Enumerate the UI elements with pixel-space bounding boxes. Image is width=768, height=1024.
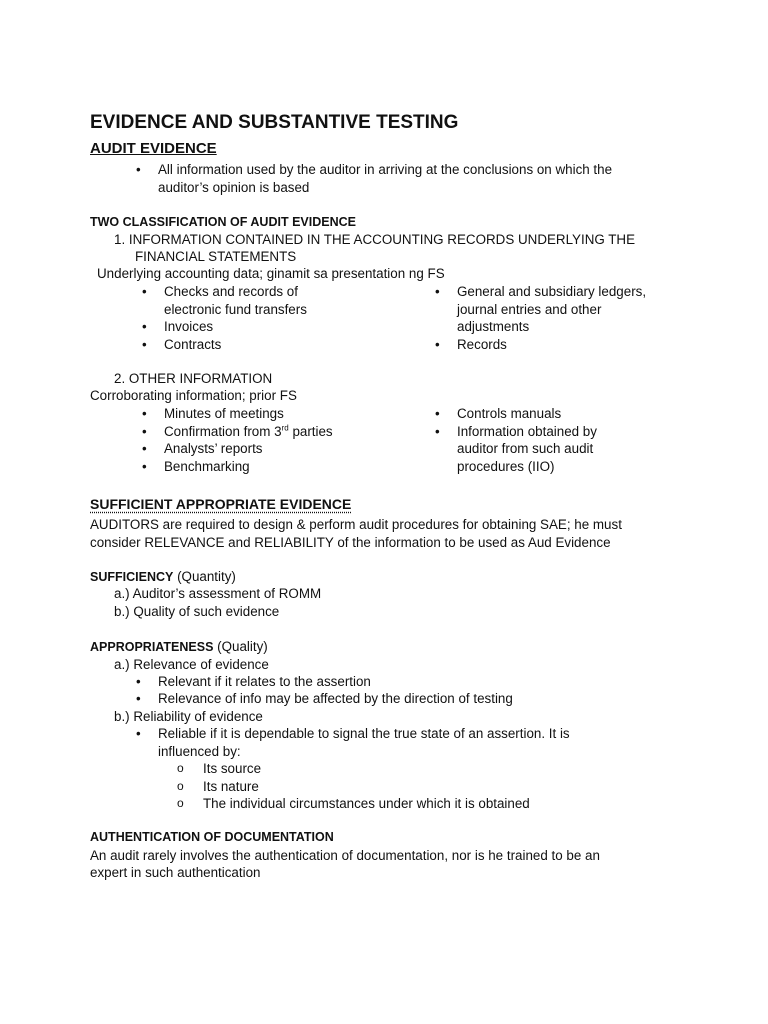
appropriateness-heading	[90, 638, 268, 656]
list-item-continuation: electronic fund transfers	[164, 302, 307, 317]
list-item: • Relevance of info may be affected by the direction of testing	[158, 690, 513, 707]
authentication-line1: An audit rarely involves the authentication of documentation, nor is he trained to be an	[90, 848, 600, 863]
audit-evidence-heading: AUDIT EVIDENCE	[90, 140, 217, 157]
list-item-continuation: journal entries and other	[457, 302, 602, 317]
list-item: • Analysts’ reports	[164, 440, 262, 457]
list-item-text: parties	[288, 424, 333, 439]
superscript: rd	[281, 423, 289, 433]
sufficiency-paren: (Quantity)	[173, 569, 236, 584]
list-item: • Invoices	[164, 318, 213, 335]
list-item: • Benchmarking	[164, 458, 250, 475]
list-item: • Contracts	[164, 336, 221, 353]
list-item: • Minutes of meetings	[164, 405, 284, 422]
list-item-text: Confirmation from 3	[164, 424, 282, 439]
list-item-continuation: adjustments	[457, 319, 530, 334]
audit-evidence-definition-line1: • All information used by the auditor in arriving at the conclusions on which the	[158, 161, 612, 178]
list-item-continuation: influenced by:	[158, 744, 241, 759]
list-item: • Relevant if it relates to the assertion	[158, 673, 371, 690]
classification-item1-line1: 1. INFORMATION CONTAINED IN THE ACCOUNTING RECORDS UNDERLYING THE	[114, 232, 636, 247]
sufficiency-item-a: a.) Auditor’s assessment of ROMM	[114, 586, 322, 601]
audit-evidence-definition-line2: auditor’s opinion is based	[158, 180, 310, 195]
classification-item1-note: Underlying accounting data; ginamit sa presentation ng FS	[97, 266, 445, 281]
sub-list-item: o Its nature	[203, 778, 259, 795]
list-item	[164, 423, 333, 440]
list-item: • Information obtained by	[457, 423, 597, 440]
sufficiency-item-b: b.) Quality of such evidence	[114, 604, 280, 619]
appropriateness-item-b: b.) Reliability of evidence	[114, 709, 263, 724]
appropriateness-item-a: a.) Relevance of evidence	[114, 657, 269, 672]
classification-item2: 2. OTHER INFORMATION	[114, 371, 273, 386]
sub-list-item: o The individual circumstances under which it is obtained	[203, 795, 530, 812]
authentication-line2: expert in such authentication	[90, 865, 261, 880]
list-item: • General and subsidiary ledgers,	[457, 283, 646, 300]
list-item: • Reliable if it is dependable to signal the true state of an assertion. It is	[158, 725, 570, 742]
appropriateness-label: APPROPRIATENESS	[90, 640, 214, 654]
sae-heading: SUFFICIENT APPROPRIATE EVIDENCE	[90, 496, 352, 512]
list-item: • Records	[457, 336, 507, 353]
list-item-continuation: auditor from such audit	[457, 441, 594, 456]
classification-heading: TWO CLASSIFICATION OF AUDIT EVIDENCE	[90, 215, 356, 229]
sae-line2: consider RELEVANCE and RELIABILITY of the information to be used as Aud Evidence	[90, 535, 611, 550]
page-title: EVIDENCE AND SUBSTANTIVE TESTING	[90, 112, 459, 133]
sufficiency-label: SUFFICIENCY	[90, 570, 174, 584]
appropriateness-paren: (Quality)	[213, 639, 268, 654]
sub-list-item: o Its source	[203, 760, 261, 777]
classification-item2-note: Corroborating information; prior FS	[90, 388, 297, 403]
sufficiency-heading	[90, 568, 236, 586]
authentication-heading: AUTHENTICATION OF DOCUMENTATION	[90, 830, 334, 844]
list-item: • Controls manuals	[457, 405, 561, 422]
list-item: • Checks and records of	[164, 283, 298, 300]
sae-line1: AUDITORS are required to design & perform audit procedures for obtaining SAE; he must	[90, 517, 622, 532]
classification-item1-line2: FINANCIAL STATEMENTS	[135, 249, 297, 264]
list-item-continuation: procedures (IIO)	[457, 459, 555, 474]
